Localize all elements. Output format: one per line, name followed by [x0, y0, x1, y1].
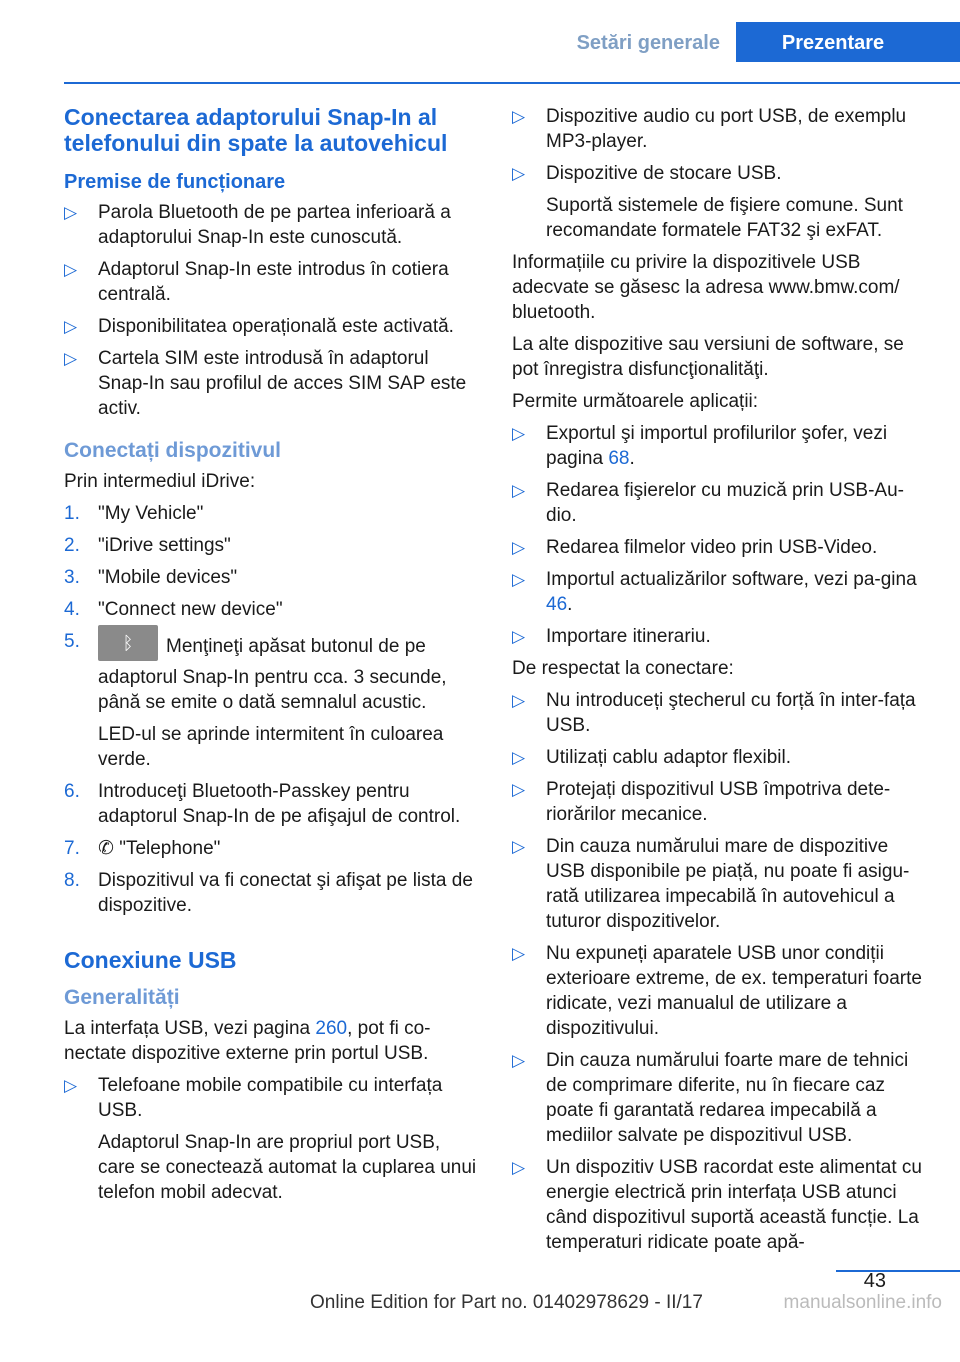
phone-icon: ✆: [98, 838, 120, 859]
list-item: ▷ Telefoane mobile compatibile cu interfața USB.: [64, 1075, 443, 1121]
triangle-right-icon: ▷: [512, 837, 526, 856]
list-item: ▷ Nu introduceți ştecherul cu forță în inter‐fața USB.: [512, 690, 916, 736]
list-item: ▷ Nu expuneți aparatele USB unor condiții exterioare extreme, de ex. temperaturi foarte ridicate, vezi manualul de utilizare a dispozitivului.: [512, 943, 922, 1039]
info-paragraph: La alte dispozitive sau versiuni de software, se pot înregistra disfuncţionalităţi.: [512, 334, 904, 380]
notes-intro: De respectat la conectare:: [512, 658, 734, 679]
list-item: ▷ Din cauza numărului foarte mare de tehnici de comprimare diferite, nu în fiecare caz poate fi garantată redarea impecabilă a mediilor salvate pe dispozitivul USB.: [512, 1050, 909, 1146]
triangle-right-icon: ▷: [512, 944, 526, 963]
triangle-right-icon: ▷: [512, 748, 526, 767]
list-item: ▷ Protejați dispozitivul USB împotriva dete‐riorărilor mecanice.: [512, 779, 891, 825]
section-title: Conectarea adaptorului Snap-In al telefonului din spate la autovehicul: [64, 104, 448, 156]
right-column: [512, 104, 932, 1262]
step-item: 5. ᛒ Menţineţi apăsat butonul de pe adaptorul Snap-In pentru cca. 3 secunde, până se emite o dată semnalul acustic.: [64, 629, 482, 715]
triangle-right-icon: ▷: [64, 260, 78, 279]
step-item: 7. ✆ "Telephone": [64, 838, 221, 859]
footer-rule: [836, 1270, 960, 1272]
info-paragraph: Informațiile cu privire la dispozitivele USB adecvate se găsesc la adresa www.bmw.com/ bluetooth.: [512, 252, 900, 323]
general-heading: Generalități: [64, 986, 180, 1009]
list-item: ▷ Cartela SIM este introdusă în adaptorul Snap-In sau profilul de acces SIM SAP este activ.: [64, 348, 467, 419]
triangle-right-icon: ▷: [64, 317, 78, 336]
list-item: ▷ Importare itinerariu.: [512, 626, 711, 647]
triangle-right-icon: ▷: [64, 203, 78, 222]
connect-heading: Conectați dispozitivul: [64, 439, 282, 462]
page-link[interactable]: 46: [546, 594, 568, 615]
edition-text: Online Edition for Part no. 01402978629 - II/17: [310, 1292, 703, 1313]
prereq-heading: Premise de funcționare: [64, 171, 286, 193]
triangle-right-icon: ▷: [512, 164, 526, 183]
list-item: ▷ Redarea fişierelor cu muzică prin USB-Au‐dio.: [512, 480, 904, 526]
item-note: Suportă sistemele de fişiere comune. Sunt recomandate formatele FAT32 şi exFAT.: [546, 195, 903, 241]
triangle-right-icon: ▷: [512, 424, 526, 443]
page-link[interactable]: 260: [315, 1018, 348, 1039]
triangle-right-icon: ▷: [512, 107, 526, 126]
item-note: Adaptorul Snap-In are propriul port USB, care se conectează automat la cuplarea unui telefon mobil adecvat.: [98, 1132, 477, 1203]
usb-heading: Conexiune USB: [64, 947, 237, 973]
step-item: 8. Dispozitivul va fi conectat şi afişat pe lista de dispozitive.: [64, 870, 473, 916]
step-note: LED-ul se aprinde intermitent în culoarea verde.: [98, 724, 444, 770]
usb-intro: La interfața USB, vezi pagina 260, pot fi co‐nectate dispozitive externe prin portul USB.: [64, 1018, 431, 1064]
list-item: ▷ Dispozitive de stocare USB.: [512, 163, 782, 184]
left-column: [64, 104, 482, 1212]
list-item: ▷ Parola Bluetooth de pe partea inferioară a adaptorului Snap-In este cunoscută.: [64, 202, 451, 248]
page-header: [0, 22, 960, 62]
watermark: manualsonline.info: [783, 1292, 942, 1313]
triangle-right-icon: ▷: [512, 1051, 526, 1070]
list-item: ▷ Din cauza numărului mare de dispozitive USB disponibile pe piață, nu poate fi asigu‐rată utilizarea impecabilă în autovehicul a tuturor dispozitivelor.: [512, 836, 910, 932]
step-item: 2. "iDrive settings": [64, 535, 231, 556]
page-number: 43: [863, 1270, 886, 1292]
apps-intro: Permite următoarele aplicații:: [512, 391, 759, 412]
list-item: ▷ Importul actualizărilor software, vezi pa‐gina 46.: [512, 569, 917, 615]
triangle-right-icon: ▷: [512, 481, 526, 500]
step-item: 6. Introduceţi Bluetooth-Passkey pentru adaptorul Snap-In de pe afişajul de control.: [64, 781, 461, 827]
step-item: 4. "Connect new device": [64, 599, 283, 620]
header-rule: [64, 82, 960, 84]
step-item: 3. "Mobile devices": [64, 567, 238, 588]
triangle-right-icon: ▷: [64, 1076, 78, 1095]
list-item: ▷ Disponibilitatea operațională este activată.: [64, 316, 454, 337]
section-tab[interactable]: Setări generale: [559, 22, 738, 62]
triangle-right-icon: ▷: [512, 538, 526, 557]
triangle-right-icon: ▷: [512, 570, 526, 589]
list-item: ▷ Adaptorul Snap-In este introdus în cotiera centrală.: [64, 259, 449, 305]
chapter-tab-active[interactable]: Prezentare: [736, 22, 960, 62]
page-link[interactable]: 68: [608, 448, 630, 469]
list-item: ▷ Utilizați cablu adaptor flexibil.: [512, 747, 792, 768]
triangle-right-icon: ▷: [64, 349, 78, 368]
list-item: ▷ Dispozitive audio cu port USB, de exemplu MP3-player.: [512, 106, 907, 152]
triangle-right-icon: ▷: [512, 627, 526, 646]
connect-intro: Prin intermediul iDrive:: [64, 471, 256, 492]
triangle-right-icon: ▷: [512, 691, 526, 710]
bluetooth-icon: ᛒ: [98, 625, 158, 661]
step-item: 1. "My Vehicle": [64, 503, 204, 524]
list-item: ▷ Exportul şi importul profilurilor şofer, vezi pagina 68.: [512, 423, 888, 469]
page-footer: [0, 1270, 960, 1362]
triangle-right-icon: ▷: [512, 780, 526, 799]
list-item: ▷ Un dispozitiv USB racordat este alimentat cu energie electrică prin interfața USB atunci când dispozitivul suportă această funcție. La temperaturi ridicate poate apă‐: [512, 1157, 922, 1253]
list-item: ▷ Redarea filmelor video prin USB-Video.: [512, 537, 878, 558]
triangle-right-icon: ▷: [512, 1158, 526, 1177]
